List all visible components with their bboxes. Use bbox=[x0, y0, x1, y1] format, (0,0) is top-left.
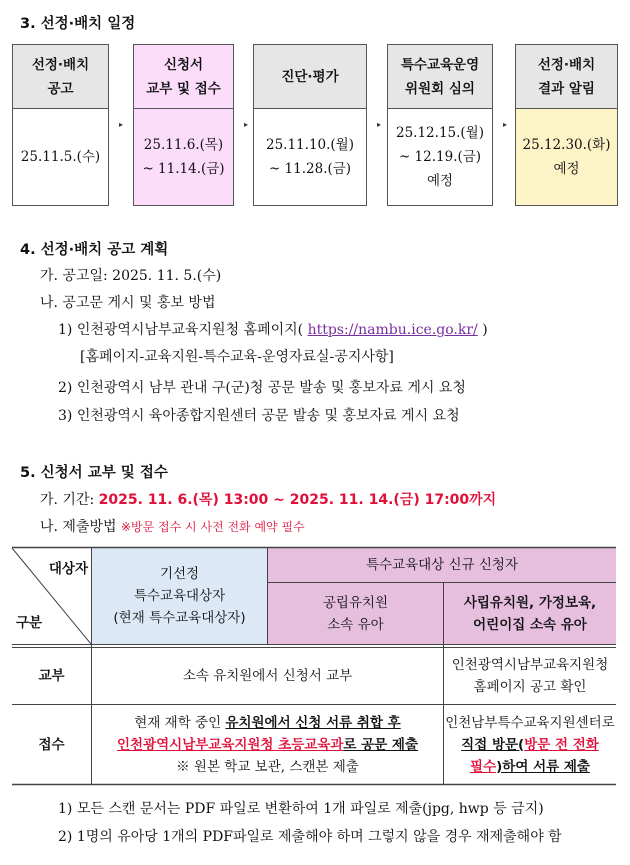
step-date: 예정 bbox=[553, 161, 580, 177]
private-text: )하여 서류 제출 bbox=[496, 758, 590, 775]
step-head: 결과 알림 bbox=[538, 80, 595, 97]
submission-line-b bbox=[117, 734, 418, 756]
announce-date: 가. 공고일: 2025. 11. 5.(수) bbox=[40, 268, 222, 284]
row-submission-label: 접수 bbox=[38, 736, 65, 753]
submission-text: 유치원에서 신청 서류 취합 후 bbox=[225, 714, 401, 731]
method-note: ※방문 접수 시 사전 전화 예약 필수 bbox=[120, 520, 305, 534]
step-date: ~ 11.14.(금) bbox=[142, 161, 225, 177]
row-submission-private bbox=[444, 705, 616, 784]
section5-title: 5. 신청서 교부 및 접수 bbox=[20, 465, 168, 481]
col3-line: 어린이집 소속 유아 bbox=[473, 616, 587, 633]
arrow-right-icon: ▸ bbox=[244, 120, 249, 129]
step-head: 진단·평가 bbox=[281, 68, 339, 85]
private-line bbox=[461, 734, 599, 756]
row1-col3-line: 홈페이지 공고 확인 bbox=[473, 679, 587, 695]
col-private-header bbox=[444, 583, 616, 644]
private-line: 인천남부특수교육지원센터로 bbox=[445, 714, 615, 731]
step-head: 위원회 심의 bbox=[405, 80, 475, 97]
announce-method: 나. 공고문 게시 및 홍보 방법 bbox=[40, 295, 216, 311]
step-date: 25.12.30.(화) bbox=[522, 137, 611, 153]
step-date: 25.12.15.(월) bbox=[396, 125, 484, 141]
row-submission-merged bbox=[92, 705, 443, 784]
col-existing-header bbox=[92, 548, 267, 644]
sub1-prefix: 1) 인천광역시남부교육지원청 홈페이지( bbox=[58, 322, 304, 338]
homepage-link[interactable]: https://nambu.ice.go.kr/ bbox=[307, 322, 478, 338]
submission-text: 인천광역시남부교육지원청 초등교육과 bbox=[116, 736, 344, 753]
col3-line: 사립유치원, 가정보육, bbox=[463, 594, 597, 611]
step-date: 예정 bbox=[426, 173, 454, 189]
submission-text: 로 공문 제출 bbox=[343, 736, 418, 753]
step-head: 선정·배치 bbox=[31, 56, 90, 73]
step-head: 선정·배치 bbox=[537, 56, 596, 73]
row-distribution-merged: 소속 유치원에서 신청서 교부 bbox=[182, 668, 353, 684]
row-distribution-label: 교부 bbox=[38, 668, 65, 684]
submission-text: 현재 재학 중인 bbox=[134, 714, 226, 731]
step-head: 신청서 bbox=[163, 56, 204, 73]
step-head: 공고 bbox=[47, 80, 74, 97]
group-new-header: 특수교육대상 신규 신청자 bbox=[365, 557, 519, 573]
note-1: 1) 모든 스캔 문서는 PDF 파일로 변환하여 1개 파일로 제출(jpg, hwp 등 금지) bbox=[58, 801, 544, 817]
private-text: 방문 전 전화 bbox=[524, 736, 599, 753]
announce-sub2: 2) 인천광역시 남부 관내 구(군)청 공문 발송 및 홍보자료 게시 요청 bbox=[58, 380, 466, 396]
step-date: 25.11.5.(수) bbox=[20, 149, 101, 165]
announce-sub3: 3) 인천광역시 육아종합지원센터 공문 발송 및 홍보자료 게시 요청 bbox=[58, 408, 460, 424]
arrow-right-icon: ▸ bbox=[377, 120, 382, 129]
submission-note: ※ 원본 학교 보관, 스캔본 제출 bbox=[176, 758, 359, 775]
corner-category: 구분 bbox=[16, 615, 43, 631]
arrow-right-icon: ▸ bbox=[503, 120, 508, 129]
section3-title: 3. 선정·배치 일정 bbox=[20, 16, 136, 32]
step-date: ~ 11.28.(금) bbox=[268, 161, 352, 177]
step-date: ~ 12.19.(금) bbox=[398, 149, 482, 165]
submission-line-a bbox=[134, 712, 400, 734]
step-date: 25.11.10.(월) bbox=[266, 137, 354, 153]
row1-col3-line: 인천광역시남부교육지원청 bbox=[451, 657, 609, 673]
step-date: 25.11.6.(목) bbox=[143, 137, 224, 153]
step-head: 교부 및 접수 bbox=[146, 80, 221, 97]
note-2: 2) 1명의 유아당 1개의 PDF파일로 제출해야 하며 그렇지 않을 경우 재제출해야 함 bbox=[58, 829, 562, 845]
period-label: 가. 기간: bbox=[40, 492, 99, 508]
announce-sub1-path: [홈페이지-교육지원-특수교육-운영자료실-공지사항] bbox=[80, 349, 394, 365]
col1-line: (현재 특수교육대상자) bbox=[113, 610, 246, 626]
private-text: 직접 방문( bbox=[461, 736, 525, 753]
section4-title: 4. 선정·배치 공고 계획 bbox=[20, 242, 169, 258]
col1-line: 기선정 bbox=[159, 566, 200, 582]
col2-line: 소속 유아 bbox=[327, 616, 384, 633]
corner-target: 대상자 bbox=[48, 561, 88, 577]
row-distribution-private bbox=[444, 648, 616, 704]
method-label: 나. 제출방법 bbox=[40, 519, 121, 535]
arrow-right-icon: ▸ bbox=[119, 120, 124, 129]
period-value: 2025. 11. 6.(목) 13:00 ~ 2025. 11. 14.(금) 17:00까지 bbox=[98, 492, 497, 508]
col-public-header bbox=[268, 583, 443, 644]
private-text: 필수 bbox=[470, 758, 497, 775]
sub1-suffix: ) bbox=[482, 322, 488, 338]
col1-line: 특수교육대상자 bbox=[133, 588, 226, 604]
private-line bbox=[470, 756, 590, 778]
step-head: 특수교육운영 bbox=[400, 56, 480, 73]
col2-line: 공립유치원 bbox=[322, 594, 389, 611]
